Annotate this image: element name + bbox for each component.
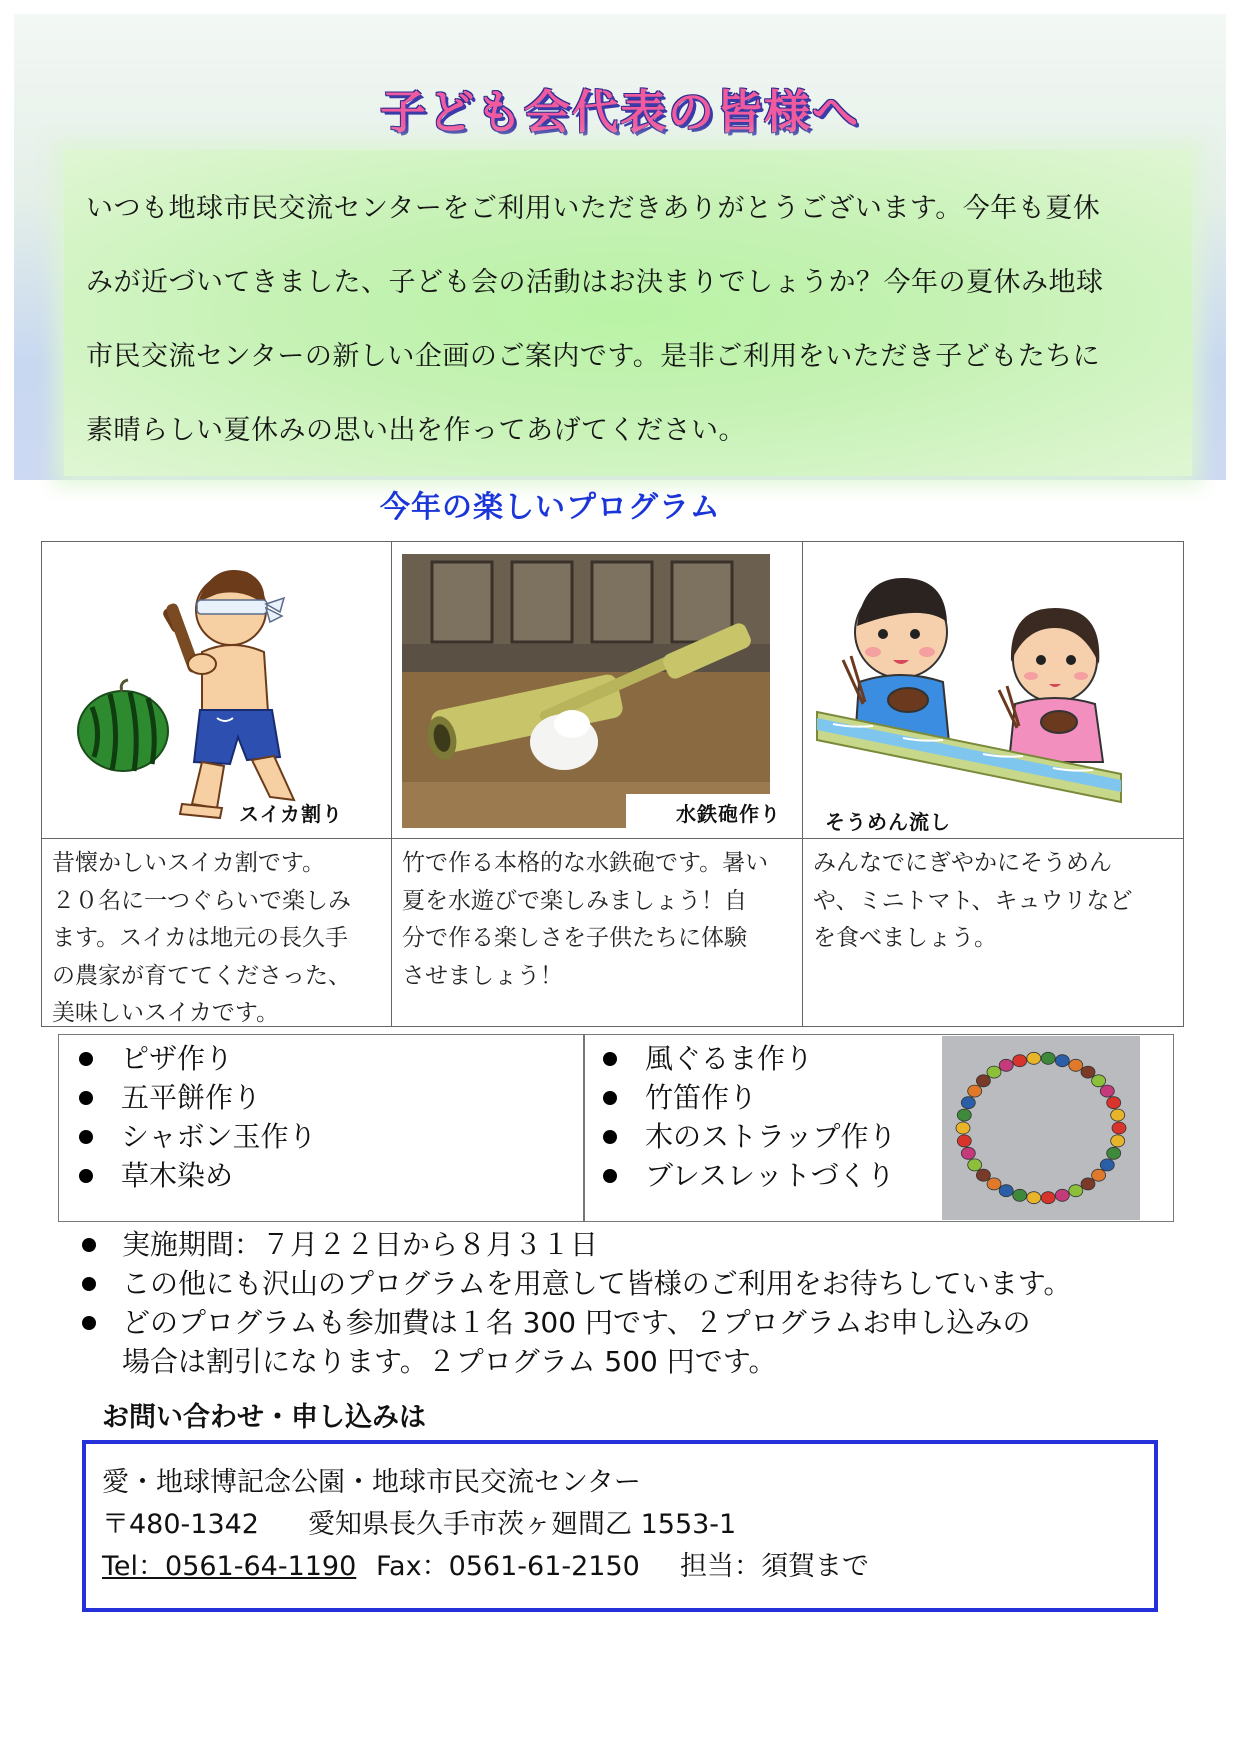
bead-icon bbox=[1013, 1189, 1027, 1201]
bead-icon bbox=[1041, 1052, 1055, 1064]
bead-icon bbox=[1111, 1135, 1125, 1147]
desc-suika-cell bbox=[42, 839, 392, 1026]
bead-icon bbox=[1107, 1147, 1121, 1159]
bead-icon bbox=[1107, 1097, 1121, 1109]
bamboo-watergun-photo bbox=[392, 542, 803, 839]
header-band bbox=[14, 14, 1226, 480]
somen-nagashi-illustration bbox=[803, 542, 1183, 839]
desc-watergun-cell bbox=[392, 839, 803, 1026]
bead-icon bbox=[987, 1066, 1001, 1078]
contact-tel[interactable]: Tel：0561-64-1190 bbox=[102, 1551, 357, 1582]
bead-icon bbox=[956, 1122, 970, 1134]
caption-somen: そうめん流し bbox=[825, 810, 951, 834]
bead-icon bbox=[1027, 1192, 1041, 1204]
bead-icon bbox=[968, 1159, 982, 1171]
watermelon-icon bbox=[78, 680, 168, 771]
desc-line: ２０名に一つぐらいで楽しみ bbox=[52, 887, 351, 914]
programs-heading: 今年の楽しいプログラム bbox=[380, 490, 721, 525]
list-item: 草木染め bbox=[67, 1156, 316, 1195]
bead-icon bbox=[1027, 1052, 1041, 1064]
bead-icon bbox=[999, 1059, 1013, 1071]
program-table bbox=[41, 541, 1184, 1027]
bead-icon bbox=[976, 1075, 990, 1087]
desc-suika bbox=[52, 845, 383, 1026]
blindfolded-boy-icon bbox=[161, 570, 294, 818]
contact-heading: お問い合わせ・申し込みは bbox=[102, 1402, 426, 1433]
desc-line: ます。スイカは地元の長久手 bbox=[52, 925, 349, 951]
list-item: シャボン玉作り bbox=[67, 1117, 316, 1156]
intro-line: 素晴らしい夏休みの思い出を作ってあげてください。 bbox=[86, 415, 746, 446]
bead-icon bbox=[1100, 1159, 1114, 1171]
caption-suika: スイカ割り bbox=[239, 802, 343, 826]
bead-icon bbox=[1081, 1178, 1095, 1190]
list-item: 風ぐるま作り bbox=[591, 1039, 896, 1078]
somen-illustration-cell bbox=[803, 542, 1183, 839]
info-fee: どのプログラムも参加費は１名 300 円です、２プログラムお申し込みの bbox=[78, 1303, 1178, 1342]
desc-line: 竹で作る本格的な水鉄砲です。暑い bbox=[402, 850, 769, 876]
extra-list-right bbox=[591, 1039, 896, 1195]
desc-line: 分で作る楽しさを子供たちに体験 bbox=[402, 925, 747, 951]
bead-icon bbox=[976, 1169, 990, 1181]
desc-line: 美味しいスイカです。 bbox=[52, 1000, 280, 1026]
list-item: 竹笛作り bbox=[591, 1078, 896, 1117]
bracelet-photo bbox=[942, 1036, 1140, 1220]
desc-line: 夏を水遊びで楽しみましょう！自 bbox=[402, 887, 747, 914]
bead-icon bbox=[961, 1147, 975, 1159]
bead-icon bbox=[957, 1135, 971, 1147]
desc-line: の農家が育ててくださった、 bbox=[52, 962, 351, 989]
bead-icon bbox=[1055, 1189, 1069, 1201]
contact-address: 愛知県長久手市茨ヶ廻間乙 1553-1 bbox=[308, 1509, 737, 1540]
watergun-photo-cell bbox=[392, 542, 803, 839]
bead-icon bbox=[1081, 1066, 1095, 1078]
desc-somen-cell bbox=[803, 839, 1183, 1026]
extra-divider bbox=[583, 1035, 585, 1221]
bead-icon bbox=[1092, 1075, 1106, 1087]
intro-line: 市民交流センターの新しい企画のご案内です。是非ご利用をいただき子どもたちに bbox=[86, 341, 1101, 372]
info-more-programs: この他にも沢山のプログラムを用意して皆様のご利用をお待ちしています。 bbox=[78, 1264, 1178, 1303]
extra-programs-box bbox=[58, 1034, 1174, 1222]
bead-icon bbox=[961, 1097, 975, 1109]
bead-icon bbox=[987, 1178, 1001, 1190]
girl-icon bbox=[999, 608, 1103, 762]
info-list bbox=[78, 1225, 1178, 1381]
desc-line: みんなでにぎやかにそうめん bbox=[813, 850, 1112, 876]
extra-list-left bbox=[67, 1039, 316, 1195]
desc-line: 昔懐かしいスイカ割です。 bbox=[52, 850, 326, 876]
caption-watergun: 水鉄砲作り bbox=[676, 802, 781, 826]
intro-box bbox=[64, 150, 1192, 476]
intro-line: いつも地球市民交流センターをご利用いただきありがとうございます。今年も夏休 bbox=[86, 193, 1101, 224]
contact-staff: 担当：須賀まで bbox=[680, 1551, 869, 1582]
desc-watergun bbox=[402, 845, 794, 995]
intro-text bbox=[86, 172, 1176, 468]
list-item: 五平餅作り bbox=[67, 1078, 316, 1117]
contact-postal: 〒480-1342 bbox=[102, 1509, 259, 1540]
intro-line: みが近づいてきました、子ども会の活動はお決まりでしょうか？今年の夏休み地球 bbox=[86, 267, 1104, 298]
suika-illustration-cell bbox=[42, 542, 392, 839]
bead-icon bbox=[1055, 1055, 1069, 1067]
desc-line: を食べましょう。 bbox=[813, 925, 997, 951]
list-item: 木のストラップ作り bbox=[591, 1117, 896, 1156]
contact-org: 愛・地球博記念公園・地球市民交流センター bbox=[102, 1467, 641, 1498]
contact-box bbox=[82, 1440, 1158, 1612]
desc-somen bbox=[813, 845, 1175, 958]
contact-fax: Fax：0561-61-2150 bbox=[376, 1551, 640, 1582]
bead-icon bbox=[957, 1109, 971, 1121]
bead-icon bbox=[1111, 1109, 1125, 1121]
bead-icon bbox=[1069, 1059, 1083, 1071]
bead-icon bbox=[1112, 1122, 1126, 1134]
desc-line: や、ミニトマト、キュウリなど bbox=[813, 887, 1133, 914]
desc-line: させましょう！ bbox=[402, 962, 563, 989]
bead-icon bbox=[1069, 1185, 1083, 1197]
bead-icon bbox=[1100, 1085, 1114, 1097]
list-item: ピザ作り bbox=[67, 1039, 316, 1078]
info-fee-continued: 場合は割引になります。２プログラム 500 円です。 bbox=[122, 1345, 777, 1378]
boy-icon bbox=[843, 578, 949, 742]
info-period: 実施期間：７月２２日から８月３１日 bbox=[78, 1225, 1178, 1264]
bead-icon bbox=[968, 1085, 982, 1097]
suika-wari-illustration bbox=[42, 542, 392, 839]
bead-icon bbox=[1041, 1192, 1055, 1204]
list-item: ブレスレットづくり bbox=[591, 1156, 896, 1195]
page-title: 子ども会代表の皆様へ bbox=[380, 85, 860, 139]
bead-icon bbox=[999, 1185, 1013, 1197]
bead-icon bbox=[1013, 1055, 1027, 1067]
bead-icon bbox=[1092, 1169, 1106, 1181]
